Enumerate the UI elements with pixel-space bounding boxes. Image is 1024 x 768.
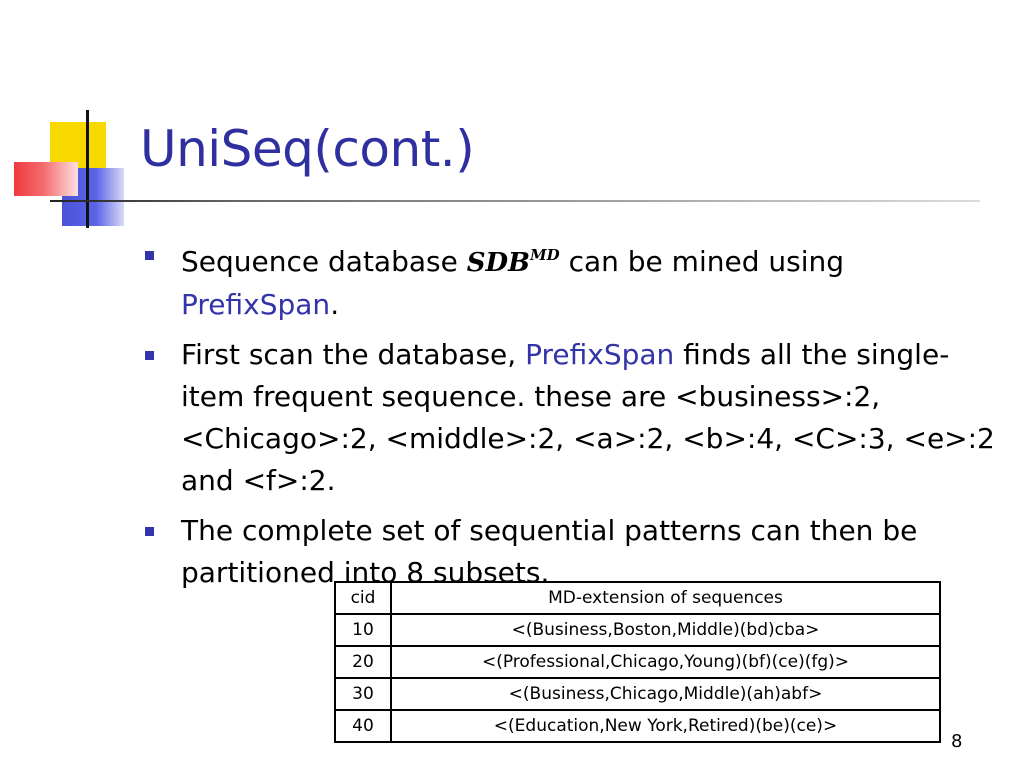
cell-sequence: <(Business,Chicago,Middle)(ah)abf> bbox=[391, 678, 940, 710]
bullet-list bbox=[140, 234, 1000, 602]
bullet-square-icon bbox=[145, 251, 154, 260]
bullet-item bbox=[140, 334, 1000, 502]
cell-cid: 10 bbox=[335, 614, 391, 646]
red-bar bbox=[14, 162, 78, 196]
cell-cid: 40 bbox=[335, 710, 391, 742]
prefixspan-term: PrefixSpan bbox=[181, 288, 331, 321]
bullet-item bbox=[140, 234, 1000, 326]
sdb-text: SDB bbox=[466, 248, 531, 278]
table-row bbox=[335, 678, 940, 710]
title-underline bbox=[50, 200, 980, 202]
bullet-text: The complete set of sequential patterns can then be partitioned into 8 subsets. bbox=[181, 514, 918, 589]
cell-cid: 20 bbox=[335, 646, 391, 678]
header-cid: cid bbox=[335, 582, 391, 614]
cell-sequence: <(Education,New York,Retired)(be)(ce)> bbox=[391, 710, 940, 742]
prefixspan-term: PrefixSpan bbox=[525, 338, 675, 371]
cell-sequence: <(Business,Boston,Middle)(bd)cba> bbox=[391, 614, 940, 646]
bullet-square-icon bbox=[145, 527, 154, 536]
decorative-logo bbox=[0, 0, 140, 240]
page-number: 8 bbox=[951, 731, 963, 752]
header-extension: MD-extension of sequences bbox=[391, 582, 940, 614]
table-row bbox=[335, 710, 940, 742]
sdb-symbol bbox=[467, 248, 560, 278]
cell-cid: 30 bbox=[335, 678, 391, 710]
bullet-text: First scan the database, bbox=[181, 338, 526, 371]
cell-sequence: <(Professional,Chicago,Young)(bf)(ce)(fg)> bbox=[391, 646, 940, 678]
slide-title: UniSeq(cont.) bbox=[140, 120, 475, 178]
bullet-text: . bbox=[330, 288, 340, 321]
table-row bbox=[335, 614, 940, 646]
table-row bbox=[335, 646, 940, 678]
sdb-superscript: MD bbox=[530, 246, 560, 264]
bullet-text: Sequence database bbox=[181, 245, 467, 278]
sequence-table bbox=[334, 581, 941, 743]
bullet-text: finds all the single-item frequent sequence. these are <business>:2, <Chicago>:2, <middle>:2, <a>:2, <b>:4, <C>:3, <e>:2 and <f>:2. bbox=[181, 338, 995, 497]
vertical-rule bbox=[86, 110, 89, 228]
bullet-square-icon bbox=[145, 351, 154, 360]
bullet-text: can be mined using bbox=[559, 245, 845, 278]
table-header-row bbox=[335, 582, 940, 614]
